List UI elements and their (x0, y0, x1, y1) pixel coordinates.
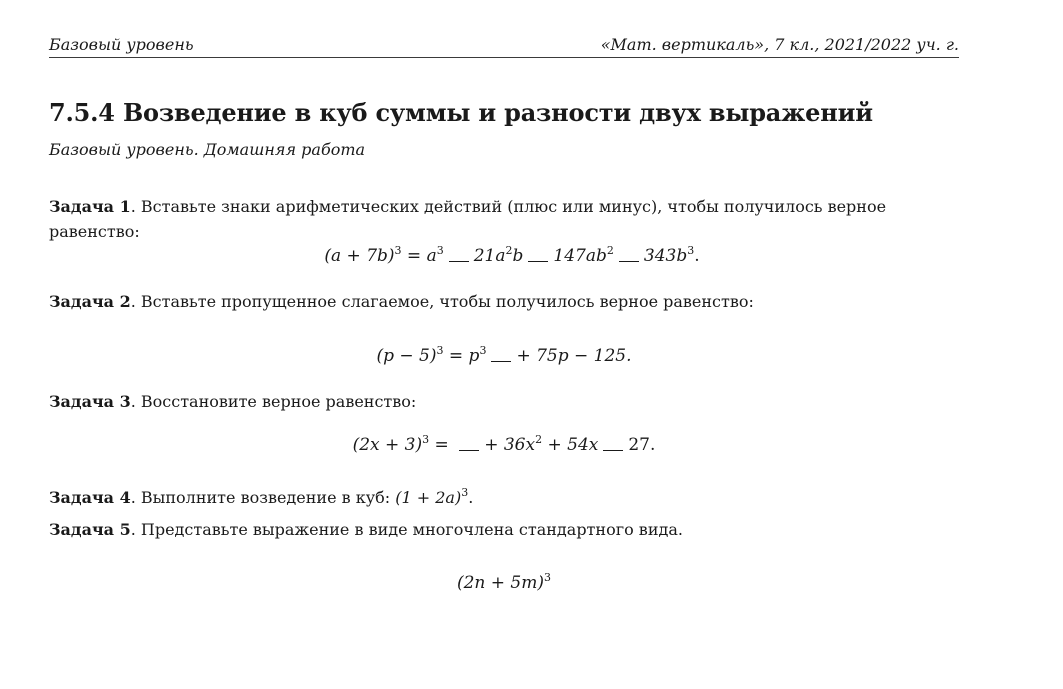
f1-blank-3 (619, 261, 639, 262)
task-4-line (49, 486, 473, 510)
task-5-formula (49, 573, 959, 593)
task-3-line (49, 390, 416, 414)
task-3-text: . Восстановите верное равенство: (130, 392, 417, 411)
f3-end: 27. (628, 435, 656, 455)
task-3-label: Задача 3 (49, 392, 131, 411)
f1-t3: 147ab (553, 246, 607, 266)
section-subtitle: Базовый уровень. Домашняя работа (49, 140, 366, 159)
f1-end: . (694, 246, 700, 266)
f3-mid2: + 54x (542, 435, 599, 455)
f3-blank-2 (603, 450, 623, 451)
f1-t4-exp: 3 (687, 244, 695, 257)
running-header (49, 33, 959, 58)
f1-t3-exp: 2 (606, 244, 614, 257)
f3-eq: = (429, 435, 455, 455)
f2-t1: p (468, 346, 480, 366)
f4-end: . (468, 488, 474, 507)
task-2-formula (49, 346, 959, 366)
f1-t4: 343b (643, 246, 688, 266)
task-1-line-2: равенство: (49, 222, 140, 241)
section-title: 7.5.4 Возведение в куб суммы и разности двух выражений (49, 98, 873, 127)
f2-exp: 3 (436, 344, 444, 357)
document-page (49, 0, 959, 689)
f4-base: (1 + 2a) (395, 488, 462, 507)
f2-rest: + 75p − 125. (516, 346, 632, 366)
task-2-line (49, 290, 754, 314)
f3-mid1-exp: 2 (535, 433, 543, 446)
f1-t2-tail: b (512, 246, 524, 266)
f1-t1: a (426, 246, 437, 266)
f2-t1-exp: 3 (479, 344, 487, 357)
f5-exp: 3 (544, 571, 552, 584)
f5-base: (2n + 5m) (456, 573, 545, 593)
header-level: Базовый уровень (49, 35, 194, 54)
task-4-text: . Выполните возведение в куб: (130, 488, 396, 507)
task-5-text: . Представьте выражение в виде многочлена стандартного вида. (130, 520, 683, 539)
f2-blank (491, 361, 511, 362)
task-2-label: Задача 2 (49, 292, 131, 311)
f3-base: (2x + 3) (352, 435, 423, 455)
task-1-line-1 (49, 195, 886, 219)
task-3-formula (49, 435, 959, 455)
f1-base: (a + 7b) (324, 246, 395, 266)
task-5-line (49, 518, 683, 542)
task-4-label: Задача 4 (49, 488, 131, 507)
task-1-formula (49, 246, 959, 266)
header-course: «Мат. вертикаль», 7 кл., 2021/2022 уч. г. (600, 35, 959, 54)
f1-t2: 21a (473, 246, 506, 266)
f1-t2-exp: 2 (505, 244, 513, 257)
task-2-text: . Вставьте пропущенное слагаемое, чтобы получилось верное равенство: (130, 292, 754, 311)
f1-eq: = (401, 246, 427, 266)
f3-exp: 3 (422, 433, 430, 446)
task-1-label: Задача 1 (49, 197, 131, 216)
f2-eq: = (443, 346, 469, 366)
f1-blank-2 (528, 261, 548, 262)
task-5-label: Задача 5 (49, 520, 131, 539)
f1-t1-exp: 3 (436, 244, 444, 257)
task-1-text: . Вставьте знаки арифметических действий (плюс или минус), чтобы получилось верное (130, 197, 887, 216)
f3-blank-1 (459, 450, 479, 451)
f3-mid1: + 36x (484, 435, 536, 455)
f4-exp: 3 (461, 486, 469, 499)
f2-base: (p − 5) (376, 346, 437, 366)
f1-exp: 3 (394, 244, 402, 257)
f1-blank-1 (449, 261, 469, 262)
